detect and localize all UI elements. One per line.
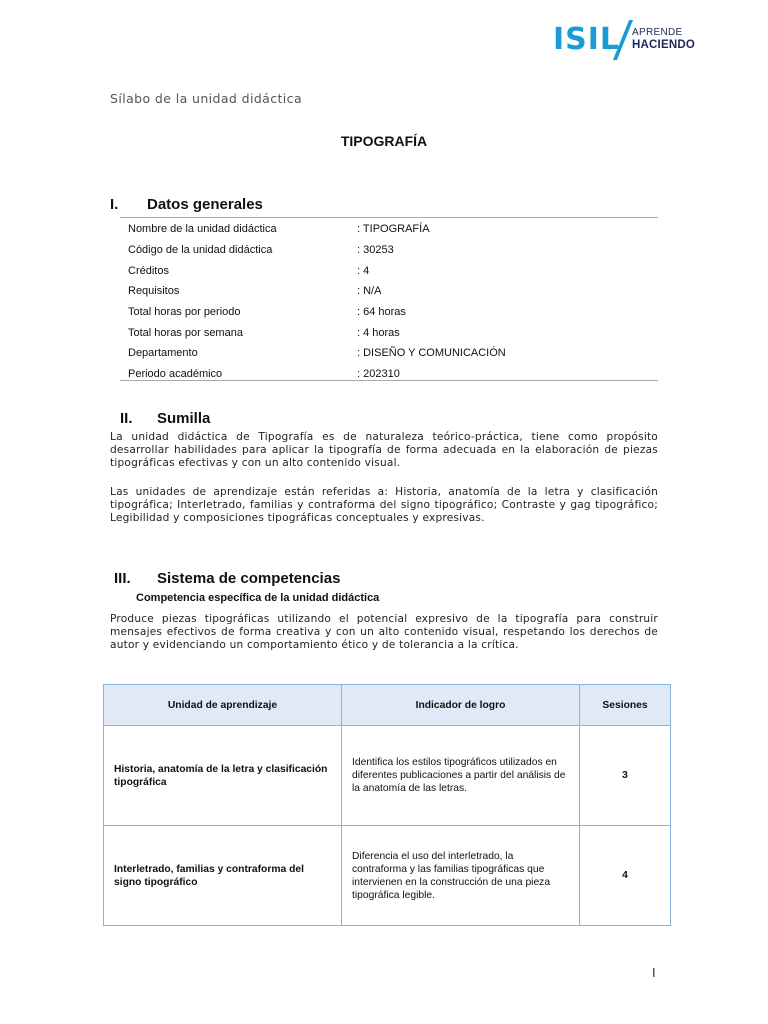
section-1-number: I.	[110, 196, 119, 213]
info-label: Nombre de la unidad didáctica	[128, 223, 277, 236]
unit-cell: Historia, anatomía de la letra y clasificación tipográfica	[104, 726, 342, 826]
info-row	[128, 281, 658, 302]
info-value: : 64 horas	[357, 306, 406, 319]
section-2-title: Sumilla	[157, 410, 211, 427]
header-unit: Unidad de aprendizaje	[104, 685, 342, 726]
sessions-cell: 4	[580, 826, 671, 926]
document-title: TIPOGRAFÍA	[340, 133, 428, 149]
competence-table	[103, 684, 671, 926]
header-sessions: Sesiones	[580, 685, 671, 726]
document-header: Sílabo de la unidad didáctica	[110, 91, 303, 106]
info-row	[128, 219, 658, 240]
info-value: : DISEÑO Y COMUNICACIÓN	[357, 347, 506, 360]
info-label: Periodo académico	[128, 368, 223, 381]
indicator-cell: Identifica los estilos tipográficos utilizados en diferentes publicaciones a partir del análisis de la anatomía de las letras.	[342, 726, 580, 826]
section-1-bottom-rule	[120, 380, 658, 381]
competence-paragraph: Produce piezas tipográficas utilizando el potencial expresivo de la tipografía para construir mensajes efectivos de forma creativa y con un alto contenido visual, respetando los derechos de autor y evidenciando un comportamiento ético y de tolerancia a la crítica.	[110, 613, 658, 651]
section-3-title: Sistema de competencias	[157, 570, 341, 587]
table-row	[104, 826, 671, 926]
page-number: I	[652, 965, 656, 980]
section-1-title: Datos generales	[147, 196, 263, 213]
info-label: Total horas por semana	[128, 326, 243, 339]
info-label: Total horas por periodo	[128, 306, 241, 319]
general-data-table	[128, 219, 658, 385]
table-row	[104, 726, 671, 826]
indicator-cell: Diferencia el uso del interletrado, la contraforma y las familias tipográficas que intervienen en la construcción de una pieza tipográfica legible.	[342, 826, 580, 926]
sumilla-paragraph-2: Las unidades de aprendizaje están referidas a: Historia, anatomía de la letra y clasificación tipográfica; Interletrado, familias y contraforma del signo tipográfico; Contraste y gag tipográfico; Legibilidad y composiciones tipográficas conceptuales y expresivas.	[110, 486, 658, 524]
header-indicator: Indicador de logro	[342, 685, 580, 726]
info-value: : 202310	[357, 368, 400, 381]
isil-logo	[553, 20, 695, 60]
section-1-top-rule	[120, 217, 658, 218]
info-label: Departamento	[128, 347, 198, 360]
info-row	[128, 322, 658, 343]
logo-tagline	[632, 28, 695, 52]
logo-tagline-bottom: HACIENDO	[632, 39, 695, 52]
sumilla-paragraph-1: La unidad didáctica de Tipografía es de naturaleza teórico-práctica, tiene como propósito desarrollar habilidades para aplicar la tipografía de forma adecuada en la elaboración de piezas tipográficas efectivas y con un alto contenido visual.	[110, 431, 658, 469]
info-value: : 4 horas	[357, 326, 400, 339]
info-row	[128, 240, 658, 261]
info-value: : 30253	[357, 244, 394, 257]
info-row	[128, 260, 658, 281]
logo-tagline-top: APRENDE	[632, 27, 683, 39]
table-header-row	[104, 685, 671, 726]
info-row	[128, 302, 658, 323]
info-label: Código de la unidad didáctica	[128, 244, 273, 257]
sessions-cell: 3	[580, 726, 671, 826]
unit-cell: Interletrado, familias y contraforma del signo tipográfico	[104, 826, 342, 926]
section-3-number: III.	[114, 570, 131, 587]
info-label: Créditos	[128, 264, 169, 277]
info-value: : 4	[357, 264, 370, 277]
competence-subheading: Competencia específica de la unidad didáctica	[136, 592, 380, 604]
logo-wordmark: ISIL	[553, 22, 621, 57]
info-label: Requisitos	[128, 285, 180, 298]
info-row	[128, 343, 658, 364]
info-value: : N/A	[357, 285, 382, 298]
info-row	[128, 364, 658, 385]
section-2-number: II.	[120, 410, 133, 427]
info-value: : TIPOGRAFÍA	[357, 223, 430, 236]
